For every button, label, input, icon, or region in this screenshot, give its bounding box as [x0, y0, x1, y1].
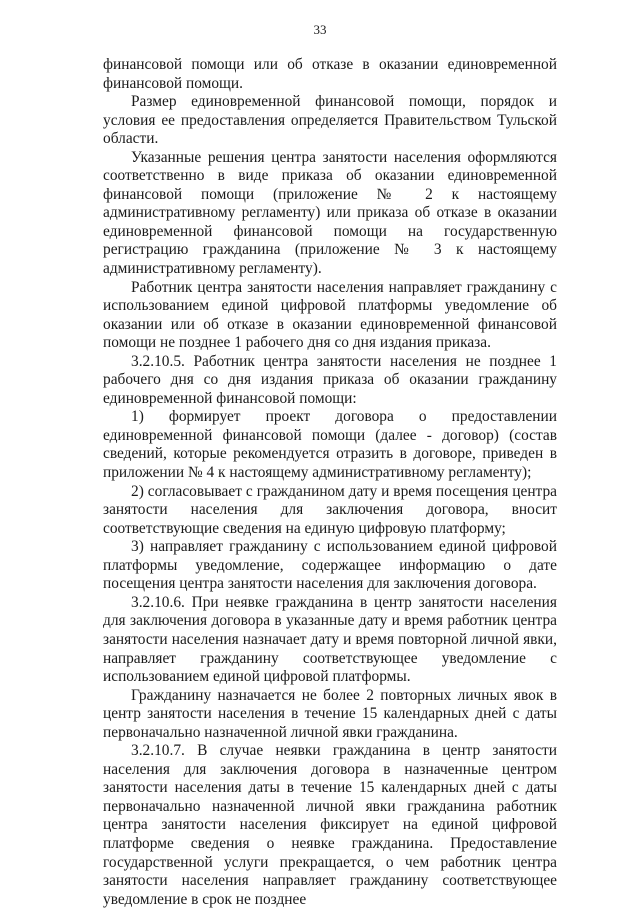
list-item-2: 2) согласовывает с гражданином дату и время посещения центра занятости населения для заключения договора, вносит соответствующие сведения на единую цифровую платформу; — [103, 482, 557, 537]
paragraph-repeat-visits: Гражданину назначается не более 2 повторных личных явок в центр занятости населения в течение 15 календарных дней с даты первоначально назначенной личной явки гражданина. — [103, 686, 557, 741]
paragraph-amount-and-conditions: Размер единовременной финансовой помощи, порядок и условия ее предоставления определяется Правительством Тульской области. — [103, 93, 557, 148]
paragraph-3-2-10-6: 3.2.10.6. При неявке гражданина в центр занятости населения для заключения договора в указанные дату и время работник центра занятости населения назначает дату и время повторной личной явки, направляет гражданину соответствующее уведомление с использованием единой цифровой платформы. — [103, 593, 557, 686]
paragraph-3-2-10-7: 3.2.10.7. В случае неявки гражданина в центр занятости населения для заключения договора в назначенные центром занятости населения даты в течение 15 календарных дней с даты первоначально назначенной личной явки гражданина работник центра занятости населения фиксирует на единой цифровой платформе сведения о неявке гражданина. Предоставление государственной услуги прекращается, о чем работник центра занятости населения направляет гражданину соответствующее уведомление в срок не позднее — [103, 742, 557, 908]
paragraph-3-2-10-5: 3.2.10.5. Работник центра занятости населения не позднее 1 рабочего дня со дня издания приказа об оказании гражданину единовременной финансовой помощи: — [103, 352, 557, 407]
paragraph-continuation: финансовой помощи или об отказе в оказании единовременной финансовой помощи. — [103, 56, 557, 92]
page-number: 33 — [313, 22, 327, 37]
list-item-1: 1) формирует проект договора о предоставлении единовременной финансовой помощи (далее - договор) (состав сведений, которые рекомендуется отразить в договоре, приведен в приложении № 4 к настоящему административному регламенту); — [103, 408, 557, 482]
paragraph-notification: Работник центра занятости населения направляет гражданину с использованием единой цифровой платформы уведомление об оказании или об отказе в оказании единовременной финансовой помощи не позднее 1 рабочего дня со дня издания приказа. — [103, 278, 557, 352]
list-item-3: 3) направляет гражданину с использованием единой цифровой платформы уведомление, содержащее информацию о дате посещения центра занятости населения для заключения договора. — [103, 538, 557, 593]
paragraph-decisions-formalized: Указанные решения центра занятости населения оформляются соответственно в виде приказа об оказании единовременной финансовой помощи (приложение № 2 к настоящему административному регламенту) или приказа об отказе в оказании единовременной финансовой помощи на государственную регистрацию гражданина (приложение № 3 к настоящему административному регламенту). — [103, 148, 557, 278]
document-body — [103, 56, 557, 909]
